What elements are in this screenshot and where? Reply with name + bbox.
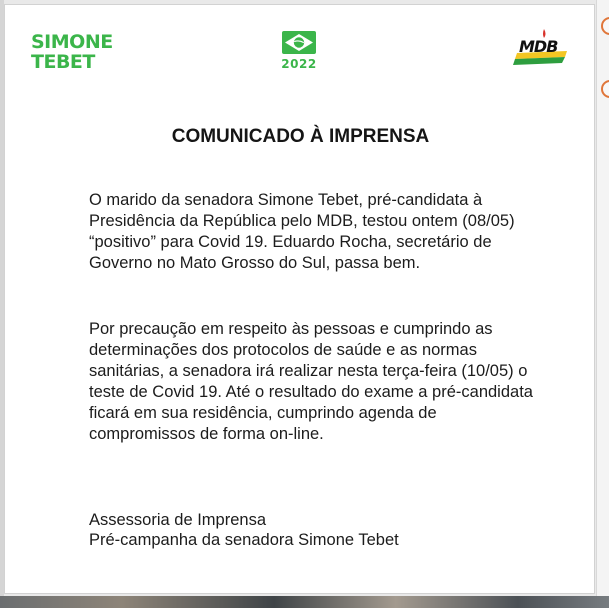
campaign-flag-logo — [277, 31, 321, 71]
signature-line-1: Assessoria de Imprensa — [89, 511, 266, 529]
brazil-flag-icon — [282, 31, 316, 54]
brand-line-2: TEBET — [31, 51, 95, 73]
signature-line-2: Pré-campanha da senadora Simone Tebet — [89, 531, 399, 549]
campaign-year: 2022 — [281, 57, 317, 71]
brand-line-1: SIMONE — [31, 31, 113, 53]
press-release-card — [4, 4, 595, 594]
paragraph-1: O marido da senadora Simone Tebet, pré-candidata à Presidência da República pelo MDB, testou ontem (08/05) “positivo” para Covid 19. Eduardo Rocha, secretário de Governo no Mato Grosso do Sul, passa bem. — [89, 191, 515, 272]
background-photo-strip — [0, 596, 609, 608]
paragraph-2: Por precaução em respeito às pessoas e cumprindo as determinações dos protocolos de saúde e as normas sanitárias, a senadora irá realizar nesta terça-feira (10/05) o teste de Covid 19. Até o resultado do exame a pré-candidata ficará em sua residência, cumprindo agenda de compromissos de forma on-line. — [89, 320, 533, 443]
mdb-party-logo — [511, 27, 571, 69]
mdb-logo-text: MDB — [519, 37, 558, 56]
document-title: COMUNICADO À IMPRENSA — [171, 126, 430, 147]
simone-tebet-logo — [31, 32, 113, 72]
signature-block — [89, 510, 399, 550]
